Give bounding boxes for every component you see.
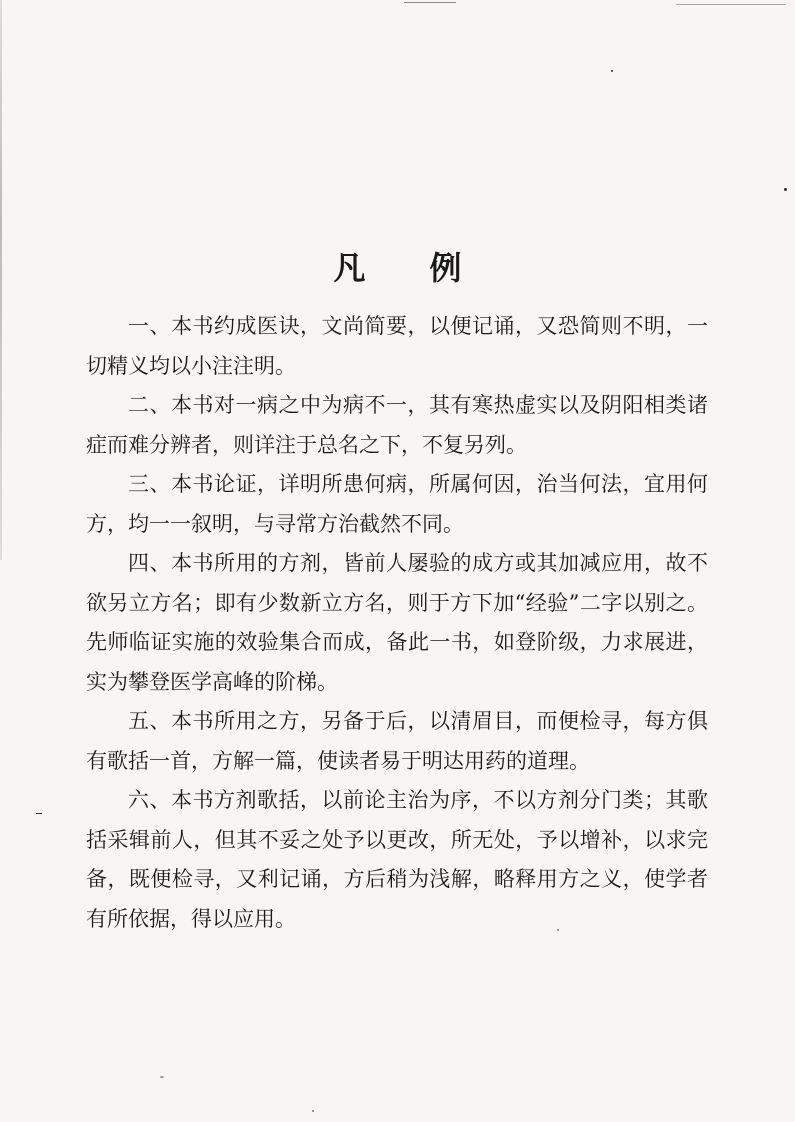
scan-speck (611, 70, 613, 72)
scan-speck (36, 813, 42, 814)
scan-artifact-top-line (404, 2, 456, 3)
rule-paragraph-6: 六、本书方剂歌括，以前论主治为序，不以方剂分门类；其歌括采辑前人，但其不妥之处予以更改，所无处，予以增补，以求完备，既便检寻，又利记诵，方后稍为浅解，略释用方之义，使学者有所依据，得以应用。 (86, 788, 708, 931)
rule-paragraph-4: 四、本书所用的方剂，皆前人屡验的成方或其加减应用，故不欲另立方名；即有少数新立方名，则于方下加“经验”二字以别之。先师临证实施的效验集合而成，备此一书，如登阶级，力求展进，实为攀登医学高峰的阶梯。 (86, 551, 708, 694)
rule-paragraph-5: 五、本书所用之方，另备于后，以清眉目，而便检寻，每方俱有歌括一首，方解一篇，使读者易于明达用药的道理。 (86, 709, 708, 773)
rule-paragraph-2: 二、本书对一病之中为病不一，其有寒热虚实以及阴阳相类诸症而难分辨者，则详注于总名之下，不复另列。 (86, 393, 708, 457)
scan-artifact-top-right-line (676, 4, 786, 5)
scan-speck (160, 1076, 164, 1078)
scan-speck (784, 188, 787, 191)
rule-paragraph-1: 一、本书约成医诀，文尚简要，以便记诵，又恐简则不明，一切精义均以小注注明。 (86, 314, 708, 378)
rule-paragraph-3: 三、本书论证，详明所患何病，所属何因，治当何法，宜用何方，均一一叙明，与寻常方治截然不同。 (86, 472, 708, 536)
title-char-li: 例 (429, 249, 462, 288)
page-title (0, 243, 795, 289)
rules-body (86, 307, 708, 939)
scan-speck (312, 1110, 314, 1112)
title-char-fan: 凡 (333, 249, 366, 288)
